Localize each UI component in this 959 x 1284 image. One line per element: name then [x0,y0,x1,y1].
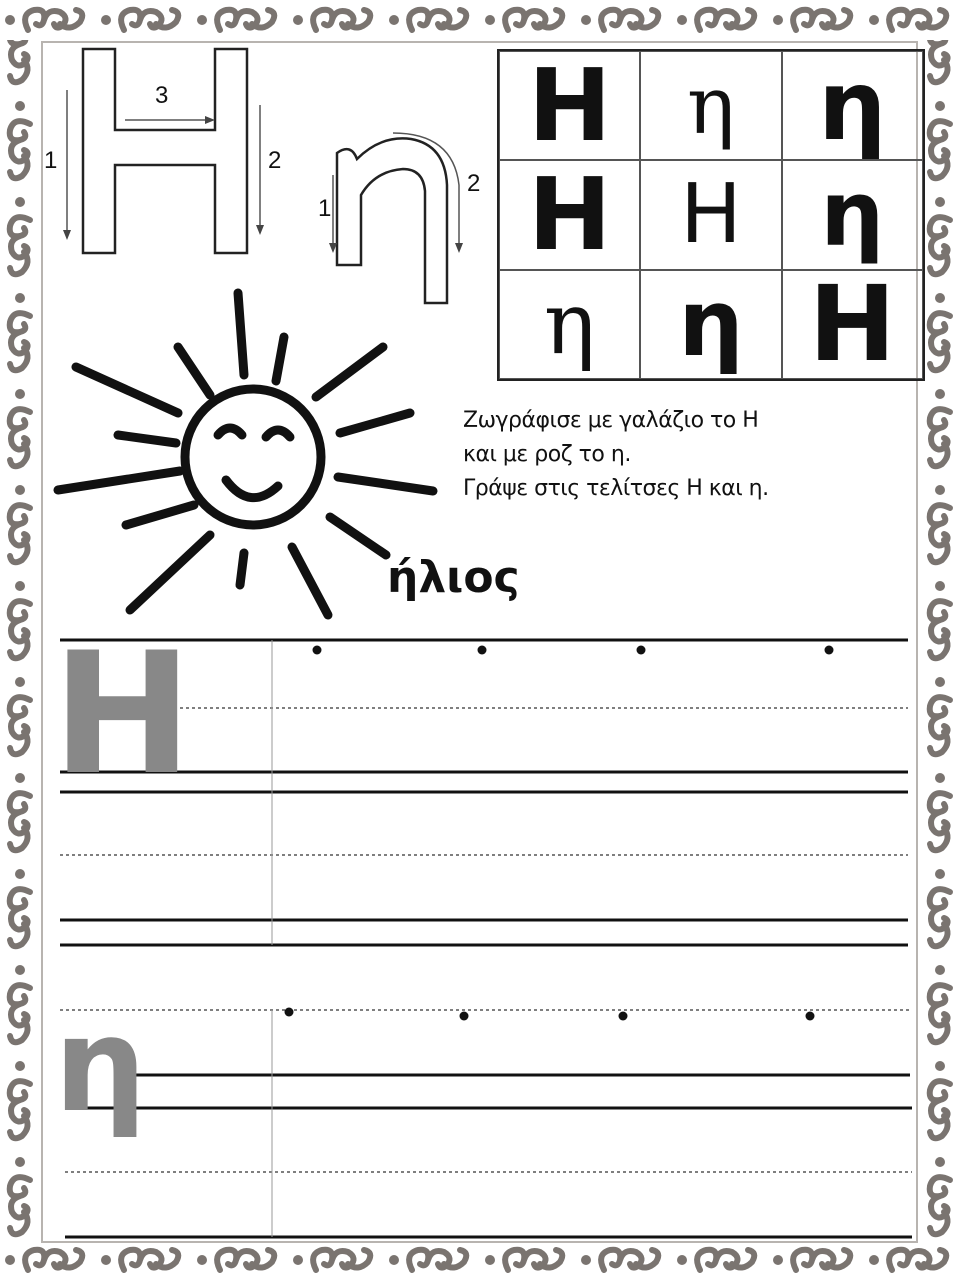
grid-cell[interactable]: η [640,270,781,379]
grid-cell[interactable]: Η [499,51,640,160]
grid-cell[interactable]: η [640,51,781,160]
trace-step-1: 1 [44,147,58,174]
instruction-line: Γράψε στις τελίτσες Η και η. [463,476,769,501]
trace-lower-step-2: 2 [467,170,481,197]
grid-cell[interactable]: Η [499,160,640,269]
trace-step-3: 3 [155,82,169,109]
instruction-line: Ζωγράφισε με γαλάζιο το Η [463,408,759,433]
grid-cell[interactable]: Η [782,270,923,379]
trace-lower-step-1: 1 [318,195,332,222]
picture-word: ήλιος [387,552,520,603]
practice-upper-model: Η [52,616,193,812]
grid-cell[interactable]: η [499,270,640,379]
instruction-line: και με ροζ το η. [463,442,631,467]
grid-cell[interactable]: η [782,51,923,160]
grid-cell[interactable]: η [782,160,923,269]
practice-lower-model: η [54,989,147,1141]
trace-step-2: 2 [268,147,282,174]
grid-cell[interactable]: Η [640,160,781,269]
